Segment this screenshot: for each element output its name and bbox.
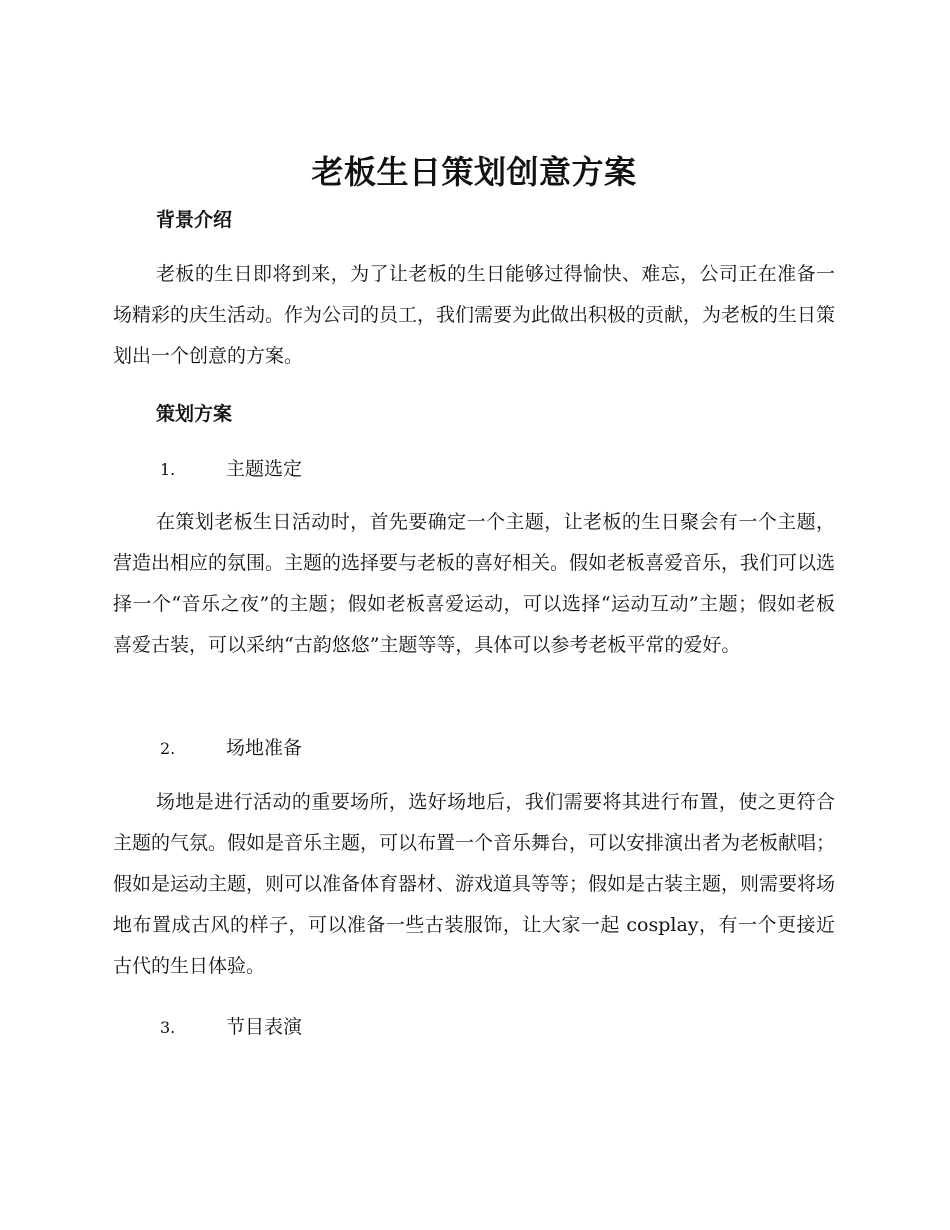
list-item-venue <box>160 733 302 764</box>
list-item-label: 主题选定 <box>226 458 303 480</box>
section-heading-background: 背景介绍 <box>156 209 233 231</box>
theme-paragraph: 在策划老板生日活动时，首先要确定一个主题，让老板的生日聚会有一个主题，营造出相应的氛围。主题的选择要与老板的喜好相关。假如老板喜爱音乐，我们可以选择一个“音乐之夜”的主题；假如老板喜爱运动，可以选择“运动互动”主题；假如老板喜爱古装，可以采纳“古韵悠悠”主题等等，具体可以参考老板平常的爱好。 <box>113 511 836 656</box>
document-title: 老板生日策划创意方案 <box>311 153 637 191</box>
list-item-label: 节目表演 <box>226 1016 303 1038</box>
list-item-number: 1. <box>160 460 176 479</box>
list-item-theme <box>160 454 302 485</box>
list-item-number: 3. <box>160 1018 176 1037</box>
venue-paragraph: 场地是进行活动的重要场所，选好场地后，我们需要将其进行布置，使之更符合主题的气氛。假如是音乐主题，可以布置一个音乐舞台，可以安排演出者为老板献唱；假如是运动主题，则可以准备体育器材、游戏道具等等；假如是古装主题，则需要将场地布置成古风的样子，可以准备一些古装服饰，让大家一起 cosplay，有一个更接近古代的生日体验。 <box>113 791 836 977</box>
list-item-label: 场地准备 <box>226 737 303 759</box>
list-item-number: 2. <box>160 739 176 758</box>
list-item-performance <box>160 1012 302 1043</box>
section-heading-plan: 策划方案 <box>156 403 233 425</box>
background-paragraph: 老板的生日即将到来，为了让老板的生日能够过得愉快、难忘，公司正在准备一场精彩的庆生活动。作为公司的员工，我们需要为此做出积极的贡献，为老板的生日策划出一个创意的方案。 <box>113 263 836 367</box>
